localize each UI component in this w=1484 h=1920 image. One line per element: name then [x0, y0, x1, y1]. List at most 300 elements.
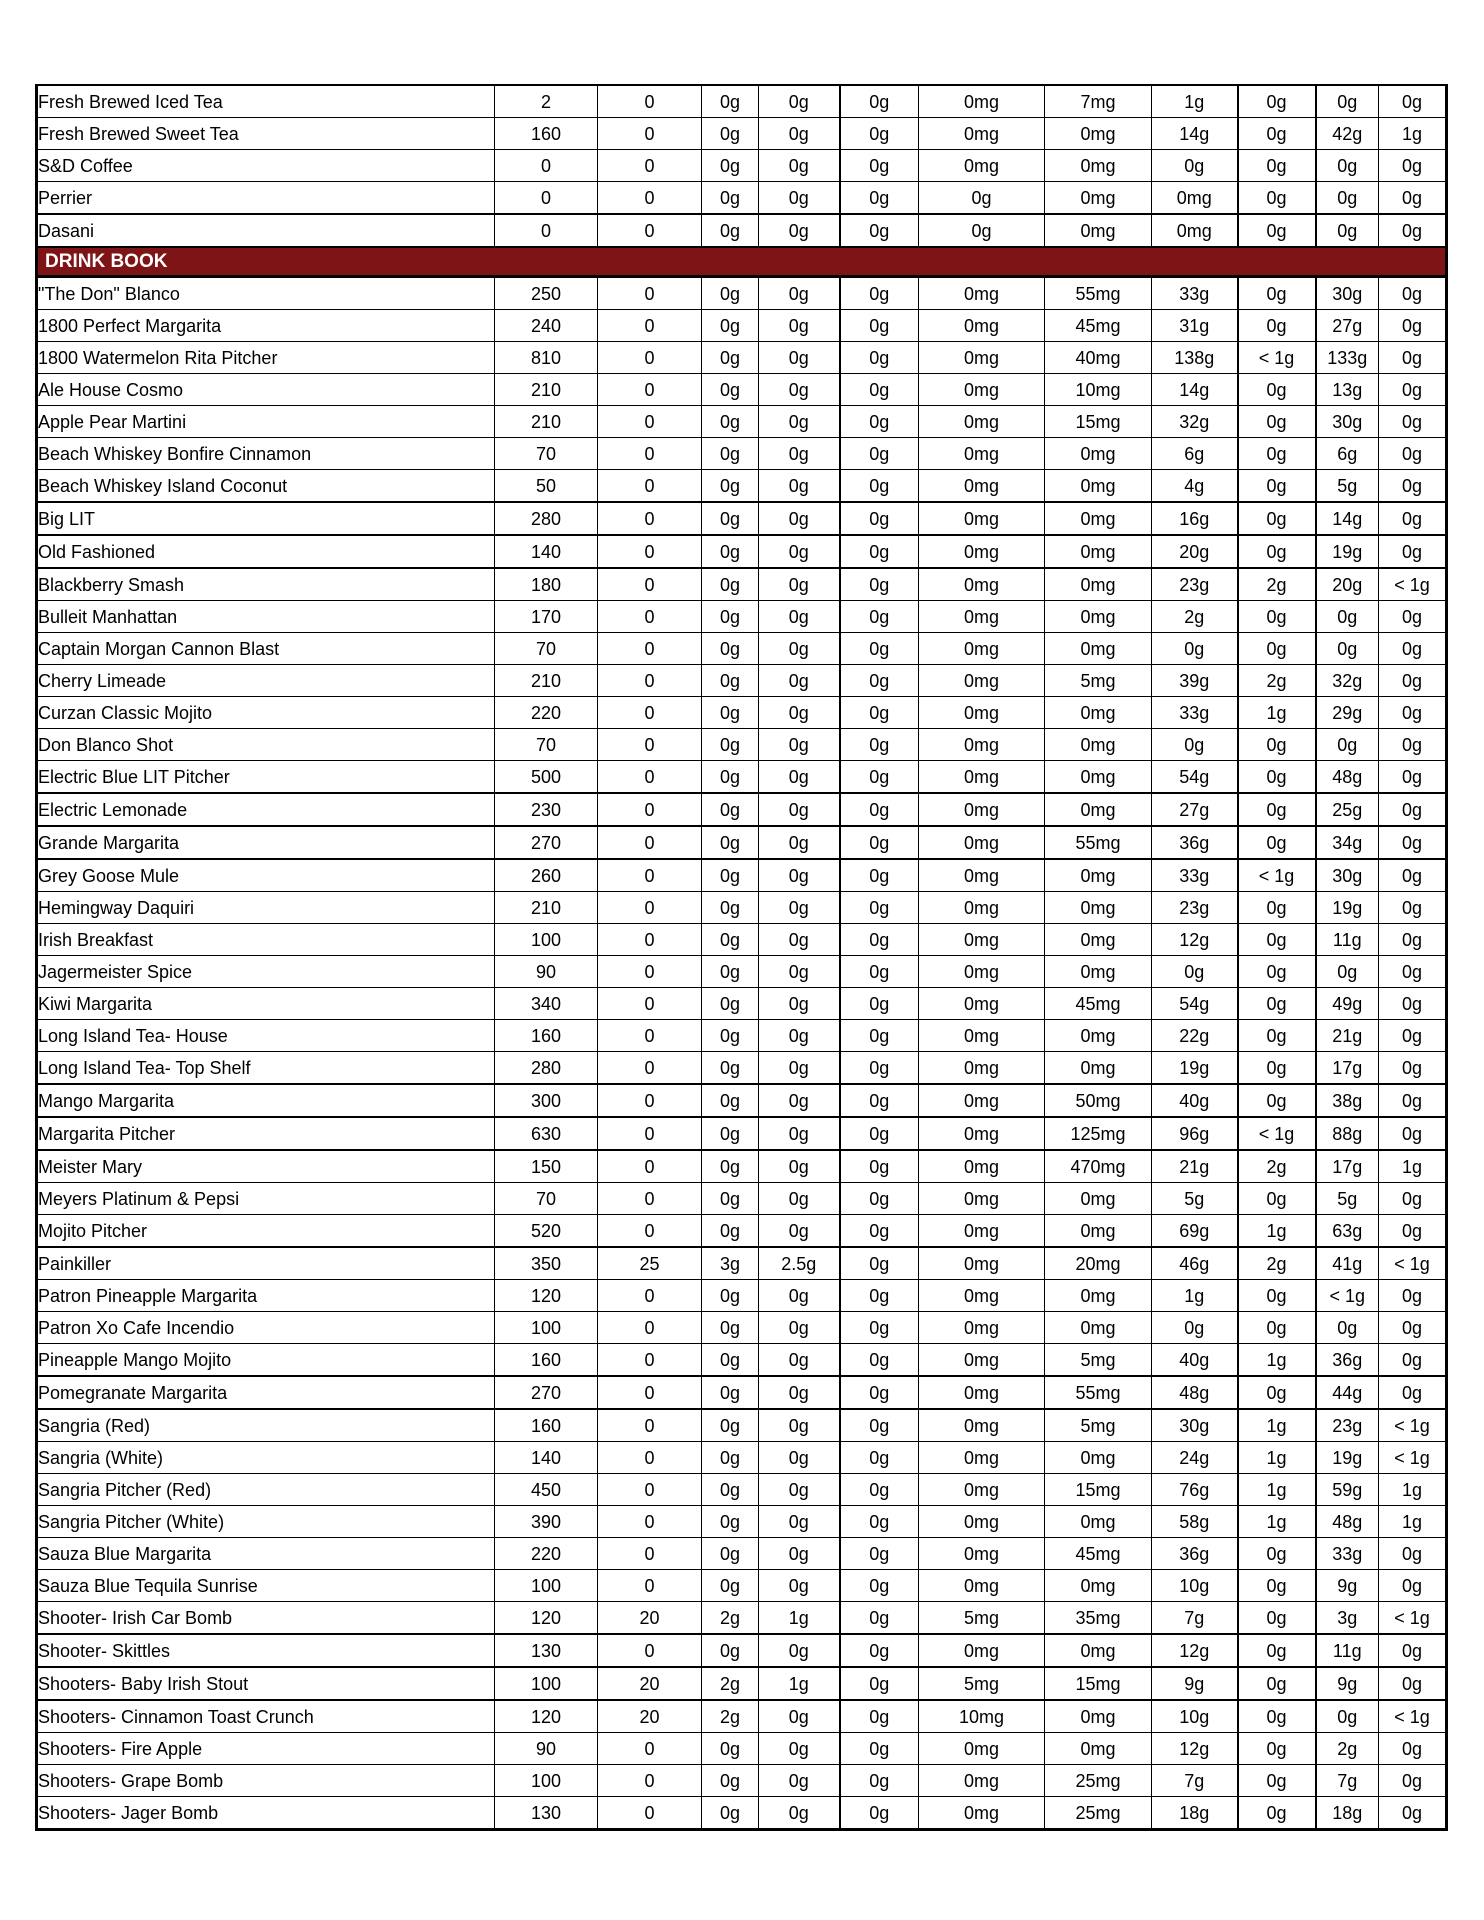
value-cell: 0g: [1316, 956, 1379, 988]
value-cell: 0g: [840, 1442, 919, 1474]
value-cell: 0: [598, 406, 702, 438]
value-cell: 0g: [1379, 342, 1447, 374]
value-cell: < 1g: [1316, 1280, 1379, 1312]
value-cell: 0g: [759, 1700, 840, 1733]
drink-name-cell: Grey Goose Mule: [37, 859, 495, 892]
value-cell: 0mg: [1045, 892, 1152, 924]
value-cell: 0g: [840, 1117, 919, 1150]
value-cell: 0g: [1152, 956, 1238, 988]
value-cell: 1g: [1379, 1474, 1447, 1506]
value-cell: 5mg: [919, 1667, 1045, 1700]
value-cell: 0g: [840, 988, 919, 1020]
value-cell: 0g: [1379, 1117, 1447, 1150]
value-cell: 0g: [759, 729, 840, 761]
value-cell: 0: [598, 1474, 702, 1506]
value-cell: 0g: [1238, 1376, 1316, 1409]
value-cell: 0g: [702, 1344, 759, 1377]
value-cell: 0g: [1238, 406, 1316, 438]
value-cell: 0g: [1238, 438, 1316, 470]
value-cell: 0g: [759, 118, 840, 150]
value-cell: 5g: [1152, 1183, 1238, 1215]
value-cell: 0mg: [919, 761, 1045, 794]
value-cell: 0g: [1379, 892, 1447, 924]
value-cell: 0g: [840, 470, 919, 503]
drink-name-cell: Shooter- Irish Car Bomb: [37, 1602, 495, 1635]
value-cell: 0g: [1316, 85, 1379, 118]
value-cell: 33g: [1316, 1538, 1379, 1570]
value-cell: < 1g: [1238, 342, 1316, 374]
value-cell: 0g: [702, 665, 759, 697]
value-cell: 0g: [1238, 1797, 1316, 1830]
value-cell: 0g: [1238, 502, 1316, 535]
value-cell: 0g: [1238, 1700, 1316, 1733]
value-cell: 0: [598, 85, 702, 118]
value-cell: 31g: [1152, 310, 1238, 342]
value-cell: 5mg: [919, 1602, 1045, 1635]
value-cell: 10mg: [919, 1700, 1045, 1733]
table-row: [37, 859, 1447, 892]
value-cell: 2: [495, 85, 598, 118]
value-cell: 0: [598, 1280, 702, 1312]
table-row: [37, 697, 1447, 729]
value-cell: 0g: [759, 1538, 840, 1570]
value-cell: 210: [495, 665, 598, 697]
value-cell: 210: [495, 406, 598, 438]
value-cell: 50: [495, 470, 598, 503]
value-cell: 0g: [759, 1409, 840, 1442]
value-cell: 0g: [702, 1797, 759, 1830]
value-cell: 0g: [840, 1700, 919, 1733]
value-cell: 0: [495, 182, 598, 215]
value-cell: 11g: [1316, 924, 1379, 956]
value-cell: 0g: [840, 859, 919, 892]
value-cell: 0mg: [1045, 214, 1152, 247]
value-cell: 0mg: [1045, 633, 1152, 665]
table-row: [37, 988, 1447, 1020]
value-cell: 20: [598, 1602, 702, 1635]
value-cell: 0g: [840, 150, 919, 182]
value-cell: 19g: [1316, 1442, 1379, 1474]
value-cell: 0: [598, 1183, 702, 1215]
value-cell: 1g: [1238, 1344, 1316, 1377]
drink-name-cell: 1800 Perfect Margarita: [37, 310, 495, 342]
table-row: [37, 342, 1447, 374]
value-cell: 30g: [1316, 859, 1379, 892]
value-cell: 0g: [1316, 150, 1379, 182]
value-cell: 5mg: [1045, 665, 1152, 697]
value-cell: 14g: [1152, 374, 1238, 406]
table-row: [37, 1344, 1447, 1377]
value-cell: 1g: [1238, 1474, 1316, 1506]
value-cell: 0g: [840, 342, 919, 374]
drink-name-cell: Painkiller: [37, 1247, 495, 1280]
value-cell: 0g: [1379, 1797, 1447, 1830]
value-cell: 0mg: [919, 1409, 1045, 1442]
value-cell: 140: [495, 535, 598, 568]
value-cell: 14g: [1316, 502, 1379, 535]
drink-name-cell: Big LIT: [37, 502, 495, 535]
value-cell: 0g: [702, 182, 759, 215]
value-cell: 0g: [1379, 1183, 1447, 1215]
value-cell: 0g: [759, 310, 840, 342]
value-cell: 0: [598, 1376, 702, 1409]
value-cell: 49g: [1316, 988, 1379, 1020]
drink-name-cell: Shooters- Cinnamon Toast Crunch: [37, 1700, 495, 1733]
value-cell: 0g: [840, 1667, 919, 1700]
value-cell: 0mg: [919, 1376, 1045, 1409]
value-cell: 0g: [702, 697, 759, 729]
value-cell: 210: [495, 374, 598, 406]
value-cell: 0g: [1238, 85, 1316, 118]
value-cell: 1g: [1379, 1150, 1447, 1183]
value-cell: 350: [495, 1247, 598, 1280]
drink-name-cell: Electric Lemonade: [37, 793, 495, 826]
value-cell: 0g: [1238, 470, 1316, 503]
table-row: [37, 793, 1447, 826]
value-cell: 58g: [1152, 1506, 1238, 1538]
value-cell: 0g: [759, 826, 840, 859]
value-cell: 0g: [1238, 956, 1316, 988]
value-cell: 54g: [1152, 761, 1238, 794]
value-cell: 0g: [840, 924, 919, 956]
value-cell: 30g: [1316, 406, 1379, 438]
value-cell: 1g: [1238, 1506, 1316, 1538]
value-cell: 0g: [702, 1634, 759, 1667]
value-cell: 0g: [1238, 826, 1316, 859]
value-cell: 0g: [1152, 150, 1238, 182]
value-cell: 0mg: [919, 470, 1045, 503]
value-cell: 7g: [1152, 1765, 1238, 1797]
value-cell: 20: [598, 1700, 702, 1733]
drink-name-cell: Irish Breakfast: [37, 924, 495, 956]
value-cell: 70: [495, 438, 598, 470]
value-cell: 0g: [759, 374, 840, 406]
value-cell: 0g: [759, 793, 840, 826]
table-row: [37, 601, 1447, 633]
table-row: [37, 310, 1447, 342]
table-row: [37, 1150, 1447, 1183]
value-cell: 1g: [1238, 1442, 1316, 1474]
drink-name-cell: Dasani: [37, 214, 495, 247]
value-cell: 0g: [702, 1506, 759, 1538]
value-cell: 40mg: [1045, 342, 1152, 374]
value-cell: 0mg: [919, 438, 1045, 470]
table-row: [37, 1409, 1447, 1442]
value-cell: 23g: [1152, 892, 1238, 924]
value-cell: 0g: [1316, 601, 1379, 633]
value-cell: 0g: [1238, 1602, 1316, 1635]
value-cell: 0: [598, 1634, 702, 1667]
value-cell: 0mg: [1045, 1570, 1152, 1602]
table-row: [37, 1280, 1447, 1312]
value-cell: 0mg: [919, 1733, 1045, 1765]
value-cell: 0g: [702, 1765, 759, 1797]
value-cell: 0g: [840, 1052, 919, 1085]
value-cell: 0g: [1238, 601, 1316, 633]
value-cell: 0g: [1238, 1667, 1316, 1700]
value-cell: 11g: [1316, 1634, 1379, 1667]
value-cell: 0g: [1379, 470, 1447, 503]
value-cell: 0g: [702, 406, 759, 438]
drink-name-cell: Curzan Classic Mojito: [37, 697, 495, 729]
value-cell: 120: [495, 1280, 598, 1312]
value-cell: 0g: [1238, 310, 1316, 342]
value-cell: 0mg: [919, 1280, 1045, 1312]
value-cell: 0mg: [1045, 1052, 1152, 1085]
value-cell: 2g: [1238, 1150, 1316, 1183]
value-cell: 0g: [702, 150, 759, 182]
value-cell: 0g: [840, 601, 919, 633]
value-cell: 0mg: [1045, 1506, 1152, 1538]
table-row: [37, 1183, 1447, 1215]
value-cell: 0mg: [1045, 150, 1152, 182]
value-cell: 54g: [1152, 988, 1238, 1020]
value-cell: 230: [495, 793, 598, 826]
value-cell: 0g: [1238, 118, 1316, 150]
value-cell: 2g: [702, 1602, 759, 1635]
value-cell: 0mg: [919, 924, 1045, 956]
value-cell: 0: [598, 988, 702, 1020]
value-cell: 0g: [702, 1052, 759, 1085]
value-cell: 44g: [1316, 1376, 1379, 1409]
drink-name-cell: Bulleit Manhattan: [37, 601, 495, 633]
value-cell: 21g: [1316, 1020, 1379, 1052]
value-cell: 0mg: [1045, 1020, 1152, 1052]
value-cell: 30g: [1316, 277, 1379, 310]
table-row: [37, 826, 1447, 859]
value-cell: 0g: [840, 892, 919, 924]
value-cell: 0g: [702, 1117, 759, 1150]
value-cell: 0g: [840, 1344, 919, 1377]
value-cell: 12g: [1152, 924, 1238, 956]
value-cell: 70: [495, 1183, 598, 1215]
value-cell: 70: [495, 729, 598, 761]
value-cell: 0mg: [919, 1634, 1045, 1667]
value-cell: 0g: [702, 633, 759, 665]
value-cell: 130: [495, 1797, 598, 1830]
drink-name-cell: S&D Coffee: [37, 150, 495, 182]
drink-name-cell: Long Island Tea- House: [37, 1020, 495, 1052]
value-cell: 0: [598, 924, 702, 956]
table-row: [37, 729, 1447, 761]
drink-name-cell: Apple Pear Martini: [37, 406, 495, 438]
value-cell: 0g: [1238, 1634, 1316, 1667]
value-cell: 0mg: [919, 859, 1045, 892]
value-cell: 0g: [759, 665, 840, 697]
value-cell: 0mg: [919, 374, 1045, 406]
value-cell: 2g: [1316, 1733, 1379, 1765]
value-cell: 220: [495, 1538, 598, 1570]
value-cell: 0g: [1379, 85, 1447, 118]
value-cell: 0g: [840, 1020, 919, 1052]
value-cell: 1g: [759, 1602, 840, 1635]
value-cell: 0g: [1379, 1376, 1447, 1409]
drink-name-cell: Kiwi Margarita: [37, 988, 495, 1020]
drink-name-cell: Meister Mary: [37, 1150, 495, 1183]
value-cell: 16g: [1152, 502, 1238, 535]
value-cell: 160: [495, 1409, 598, 1442]
value-cell: 0g: [702, 1409, 759, 1442]
table-row: [37, 150, 1447, 182]
value-cell: 0g: [840, 729, 919, 761]
table-row: [37, 1667, 1447, 1700]
value-cell: 0g: [840, 633, 919, 665]
value-cell: 33g: [1152, 859, 1238, 892]
value-cell: 0g: [702, 277, 759, 310]
value-cell: 0g: [1379, 214, 1447, 247]
value-cell: 32g: [1152, 406, 1238, 438]
value-cell: 0: [598, 729, 702, 761]
drink-name-cell: Margarita Pitcher: [37, 1117, 495, 1150]
value-cell: 0mg: [919, 1506, 1045, 1538]
value-cell: 63g: [1316, 1215, 1379, 1248]
value-cell: 48g: [1316, 1506, 1379, 1538]
value-cell: 0g: [759, 182, 840, 215]
value-cell: 17g: [1316, 1052, 1379, 1085]
value-cell: 0g: [702, 892, 759, 924]
value-cell: < 1g: [1379, 1442, 1447, 1474]
value-cell: 10mg: [1045, 374, 1152, 406]
value-cell: 0g: [759, 1797, 840, 1830]
value-cell: 20g: [1316, 568, 1379, 601]
value-cell: 0mg: [1045, 182, 1152, 215]
value-cell: 0g: [759, 1020, 840, 1052]
value-cell: 0mg: [1045, 118, 1152, 150]
value-cell: 38g: [1316, 1084, 1379, 1117]
value-cell: 0g: [1238, 1020, 1316, 1052]
table-row: [37, 1506, 1447, 1538]
value-cell: 0g: [840, 1733, 919, 1765]
value-cell: 0g: [1379, 406, 1447, 438]
value-cell: 0mg: [919, 1150, 1045, 1183]
value-cell: 0g: [759, 342, 840, 374]
value-cell: 0g: [1238, 277, 1316, 310]
value-cell: 19g: [1316, 535, 1379, 568]
value-cell: 0g: [702, 1150, 759, 1183]
value-cell: 0g: [840, 1084, 919, 1117]
value-cell: 0g: [840, 85, 919, 118]
value-cell: 120: [495, 1602, 598, 1635]
value-cell: 100: [495, 1667, 598, 1700]
drink-name-cell: Grande Margarita: [37, 826, 495, 859]
value-cell: 7g: [1316, 1765, 1379, 1797]
value-cell: 100: [495, 924, 598, 956]
value-cell: 0g: [1316, 1700, 1379, 1733]
value-cell: 0g: [1238, 1570, 1316, 1602]
value-cell: 0mg: [919, 1344, 1045, 1377]
value-cell: 0: [598, 956, 702, 988]
value-cell: 240: [495, 310, 598, 342]
table-row: [37, 1797, 1447, 1830]
value-cell: 7g: [1152, 1602, 1238, 1635]
table-row: [37, 1700, 1447, 1733]
value-cell: 0g: [702, 438, 759, 470]
value-cell: 270: [495, 826, 598, 859]
drink-name-cell: Shooters- Grape Bomb: [37, 1765, 495, 1797]
value-cell: 0mg: [919, 1084, 1045, 1117]
value-cell: 0g: [759, 535, 840, 568]
value-cell: 0g: [840, 277, 919, 310]
value-cell: 300: [495, 1084, 598, 1117]
value-cell: 0g: [840, 1312, 919, 1344]
value-cell: 0: [598, 118, 702, 150]
value-cell: 0mg: [919, 1312, 1045, 1344]
value-cell: 0mg: [919, 826, 1045, 859]
value-cell: 0g: [1152, 1312, 1238, 1344]
value-cell: 14g: [1152, 118, 1238, 150]
drink-name-cell: Blackberry Smash: [37, 568, 495, 601]
value-cell: 0g: [1316, 633, 1379, 665]
value-cell: 220: [495, 697, 598, 729]
value-cell: 17g: [1316, 1150, 1379, 1183]
table-row: [37, 502, 1447, 535]
value-cell: 0g: [759, 214, 840, 247]
value-cell: 0g: [1379, 761, 1447, 794]
value-cell: 0g: [759, 1052, 840, 1085]
value-cell: 0g: [1238, 633, 1316, 665]
value-cell: 1g: [1379, 118, 1447, 150]
value-cell: 0: [495, 150, 598, 182]
value-cell: 0mg: [919, 1442, 1045, 1474]
value-cell: 0g: [919, 182, 1045, 215]
value-cell: 0g: [1379, 150, 1447, 182]
value-cell: 0: [598, 761, 702, 794]
value-cell: 0g: [1238, 1280, 1316, 1312]
value-cell: 42g: [1316, 118, 1379, 150]
value-cell: 100: [495, 1570, 598, 1602]
value-cell: 0g: [1238, 924, 1316, 956]
value-cell: 0g: [1238, 1052, 1316, 1085]
value-cell: 50mg: [1045, 1084, 1152, 1117]
value-cell: 25mg: [1045, 1765, 1152, 1797]
value-cell: 0g: [840, 1570, 919, 1602]
value-cell: 0g: [1379, 535, 1447, 568]
value-cell: 27g: [1316, 310, 1379, 342]
value-cell: 0g: [1379, 988, 1447, 1020]
value-cell: 0g: [1379, 956, 1447, 988]
value-cell: 0g: [759, 1376, 840, 1409]
value-cell: 0mg: [919, 1797, 1045, 1830]
value-cell: 0g: [759, 956, 840, 988]
value-cell: 0mg: [919, 118, 1045, 150]
value-cell: 0g: [1379, 1667, 1447, 1700]
value-cell: 0: [598, 438, 702, 470]
value-cell: 0mg: [919, 1765, 1045, 1797]
drink-name-cell: Shooters- Fire Apple: [37, 1733, 495, 1765]
value-cell: 0g: [1379, 826, 1447, 859]
value-cell: 0g: [759, 1084, 840, 1117]
value-cell: 0g: [840, 1634, 919, 1667]
value-cell: 6g: [1152, 438, 1238, 470]
value-cell: 0g: [840, 793, 919, 826]
value-cell: 0g: [702, 502, 759, 535]
table-row: [37, 1474, 1447, 1506]
table-row: [37, 1052, 1447, 1085]
drink-name-cell: Shooters- Jager Bomb: [37, 1797, 495, 1830]
value-cell: 160: [495, 1020, 598, 1052]
value-cell: 0g: [759, 859, 840, 892]
value-cell: 0g: [1238, 1765, 1316, 1797]
value-cell: 1g: [1152, 1280, 1238, 1312]
value-cell: 5mg: [1045, 1409, 1152, 1442]
value-cell: 0mg: [1045, 859, 1152, 892]
value-cell: 0g: [1379, 729, 1447, 761]
value-cell: 0g: [1238, 374, 1316, 406]
drink-name-cell: Beach Whiskey Island Coconut: [37, 470, 495, 503]
value-cell: 0g: [840, 406, 919, 438]
value-cell: 0mg: [1045, 1634, 1152, 1667]
value-cell: 30g: [1152, 1409, 1238, 1442]
